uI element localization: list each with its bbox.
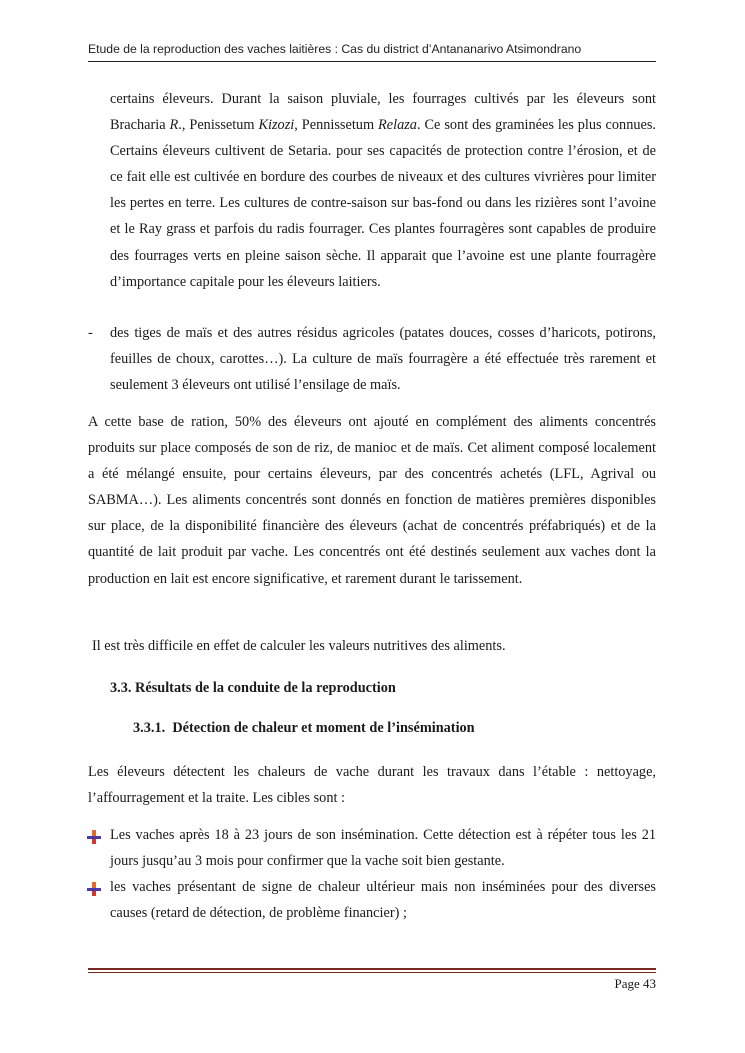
page-number: Page 43 (614, 976, 656, 991)
bullet-item-inseminated-cows: Les vaches après 18 à 23 jours de son insémination. Cette détection est à répéter tous les 21 jours jusqu’au 3 mois pour confirmer que la vache soit bien gestante. (110, 827, 656, 870)
section-heading-3-3: 3.3. Résultats de la conduite de la reproduction (110, 680, 396, 696)
paragraph-concentrates: A cette base de ration, 50% des éleveurs ont ajouté en complément des aliments concentrés produits sur place composés de son de riz, de manioc et de maïs. Cet aliment composé localement a été mélangé ensuite, pour certains éleveurs, par des concentrés achetés (LFL, Agrival ou SABMA…). Les aliments concentrés sont donnés en fonction de matières premières disponibles sur place, de la disponibilité financière des éleveurs (achat de concentrés préfabriqués) et de la quantité de lait produit par vache. Les concentrés ont été destinés seulement aux vaches dont la production en lait est encore significative, et rarement durant le tarissement. (88, 414, 656, 587)
footer-rule (88, 968, 656, 970)
running-header: Etude de la reproduction des vaches laitières : Cas du district d’Antananarivo Atsimondrano (88, 42, 582, 56)
arrow-bullet-icon (86, 829, 102, 845)
arrow-bullet-icon (86, 881, 102, 897)
italic-run: R (169, 117, 179, 134)
text-run: . Ce sont des graminées les plus connues. Certains éleveurs cultivent de Setaria. pour ses capacités de protection contre l’érosion, et de ce fait elle est cultivée en bordure des courbes de niveaux et des cultures vivrières pour limiter les pertes en terre. Les cultures de contre-saison sur bas-fond ou dans les rizières sont l’avoine et le Ray grass et parfois du radis fourrager. Ces plantes fourragères sont capables de produire des fourrages verts en pleine saison sèche. Il apparait que l’avoine est une plante fourragère d’importance capitale pour les éleveurs laitiers. (110, 117, 656, 290)
footer-rule-thin (88, 972, 656, 973)
subsection-number: 3.3.1. (133, 720, 166, 736)
text-run: , Pennissetum (294, 117, 379, 134)
header-rule (88, 61, 656, 62)
subsection-title: Détection de chaleur et moment de l’insémination (172, 720, 475, 736)
paragraph-nutritive-values: Il est très difficile en effet de calculer les valeurs nutritives des aliments. (92, 638, 506, 654)
text-run: certains éleveurs. Durant la saison pluviale, les fourrages cultivés par les éleveurs sont Bracharia (110, 91, 656, 134)
list-dash-marker: - (88, 325, 93, 341)
paragraph-fodder-crops (110, 86, 656, 295)
text-run: ., Penissetum (178, 117, 259, 134)
italic-run: Relaza (378, 117, 417, 134)
italic-run: Kizozi (258, 117, 295, 134)
bullet-item-non-inseminated-cows: les vaches présentant de signe de chaleur ultérieur mais non inséminées pour des diverses causes (retard de détection, de problème financier) ; (110, 879, 656, 922)
list-item-residues: des tiges de maïs et des autres résidus agricoles (patates douces, cosses d’haricots, potirons, feuilles de choux, carottes…). La culture de maïs fourragère a été effectuée très rarement et seulement 3 éleveurs ont utilisé l’ensilage de maïs. (110, 325, 656, 394)
paragraph-heat-detection: Les éleveurs détectent les chaleurs de vache durant les travaux dans l’étable : nettoyage, l’affourragement et la traite. Les cibles sont : (88, 764, 656, 807)
subsection-heading-3-3-1 (133, 718, 475, 738)
